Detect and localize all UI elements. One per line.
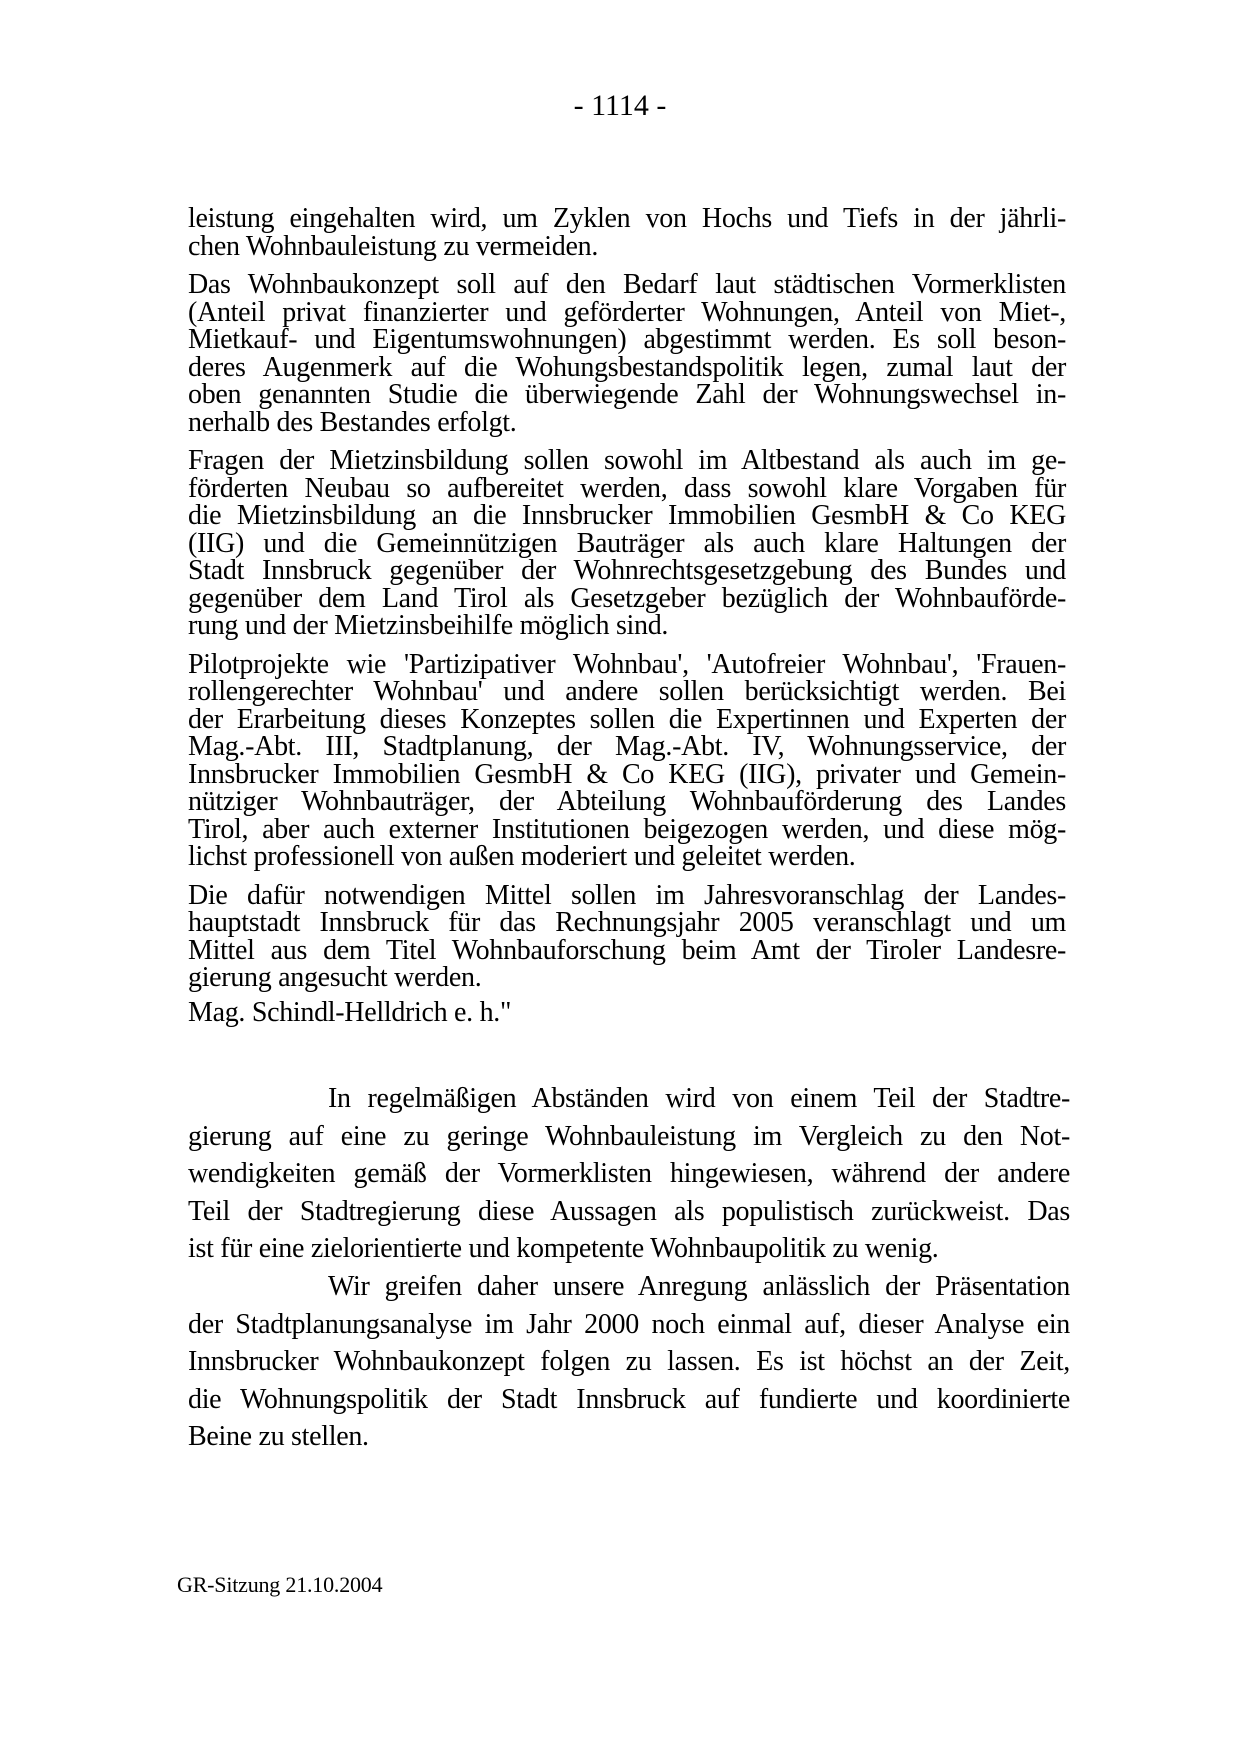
signature-line: Mag. Schindl-Helldrich e. h." [188,996,512,1028]
text-line: wendigkeiten gemäß der Vormerklisten hingewiesen, während der andere [188,1158,1070,1190]
text-line: Tirol, aber auch externer Institutionen beigezogen werden, und diese mög- [188,813,1066,845]
text-line: nerhalb des Bestandes erfolgt. [188,406,517,438]
paragraph [188,648,1066,872]
text-line: rollengerechter Wohnbau' und andere sollen berücksichtigt werden. Bei [188,676,1066,707]
text-line: Wir greifen daher unsere Anregung anlässlich der Präsentation [328,1270,1070,1302]
page-number: - 1114 - [573,89,667,122]
paragraph [188,205,1066,260]
text-line: chen Wohnbauleistung zu vermeiden. [188,230,599,262]
text-line: gegenüber dem Land Tirol als Gesetzgeber bezüglich der Wohnbauförde- [188,582,1066,614]
paragraph [188,447,1066,640]
paragraph [188,271,1066,436]
text-line: gierung angesucht werden. [188,962,482,993]
text-line: der Erarbeitung dieses Konzeptes sollen die Expertinnen und Experten der [188,703,1066,735]
text-line: Innsbrucker Wohnbaukonzept folgen zu lassen. Es ist höchst an der Zeit, [188,1346,1070,1378]
text-line: die Mietzinsbildung an die Innsbrucker Immobilien GesmbH & Co KEG [188,500,1066,531]
main-text [188,1080,1070,1456]
text-line: der Stadtplanungsanalyse im Jahr 2000 noch einmal auf, dieser Analyse ein [188,1308,1070,1340]
footer-session-label: GR-Sitzung 21.10.2004 [177,1572,383,1597]
text-line: Das Wohnbaukonzept soll auf den Bedarf laut städtischen Vormerklisten [188,269,1066,300]
text-line: Mietkauf- und Eigentumswohnungen) abgestimmt werden. Es soll beson- [188,324,1066,355]
text-line: nütziger Wohnbauträger, der Abteilung Wohnbauförderung des Landes [188,786,1066,817]
text-line: Mag.-Abt. III, Stadtplanung, der Mag.-Abt. IV, Wohnungsservice, der [188,731,1066,762]
text-line: Die dafür notwendigen Mittel sollen im Jahresvoranschlag der Landes- [188,879,1066,911]
text-line: oben genannten Studie die überwiegende Zahl der Wohnungswechsel in- [188,379,1066,410]
text-line: Beine zu stellen. [188,1421,369,1453]
paragraph [188,1268,1070,1456]
paragraph [188,879,1066,993]
text-line: förderten Neubau so aufbereitet werden, dass sowohl klare Vorgaben für [188,472,1066,504]
text-line: Mittel aus dem Titel Wohnbauforschung beim Amt der Tiroler Landesre- [188,934,1066,966]
text-line: leistung eingehalten wird, um Zyklen von Hochs und Tiefs in der jährli- [188,203,1066,234]
text-line: (Anteil privat finanzierter und geförderter Wohnungen, Anteil von Miet-, [188,296,1066,328]
text-line: ist für eine zielorientierte und kompetente Wohnbaupolitik zu wenig. [188,1233,939,1265]
text-line: Stadt Innsbruck gegenüber der Wohnrechtsgesetzgebung des Bundes und [188,555,1066,586]
text-line: Fragen der Mietzinsbildung sollen sowohl im Altbestand als auch im ge- [188,445,1066,476]
quoted-letter-text [188,205,1066,1026]
text-line: Teil der Stadtregierung diese Aussagen als populistisch zurückweist. Das [188,1195,1070,1227]
text-line: (IIG) und die Gemeinnützigen Bauträger als auch klare Haltungen der [188,527,1066,559]
text-line: rung und der Mietzinsbeihilfe möglich sind. [188,610,669,641]
text-line: deres Augenmerk auf die Wohungsbestandspolitik legen, zumal laut der [188,351,1066,383]
text-line: Pilotprojekte wie 'Partizipativer Wohnbau', 'Autofreier Wohnbau', 'Frauen- [188,648,1066,680]
text-line: gierung auf eine zu geringe Wohnbauleistung im Vergleich zu den Not- [188,1120,1070,1152]
text-line: lichst professionell von außen moderiert und geleitet werden. [188,841,856,872]
paragraph [188,1080,1070,1268]
text-line: die Wohnungspolitik der Stadt Innsbruck auf fundierte und koordinierte [188,1383,1070,1415]
text-line: hauptstadt Innsbruck für das Rechnungsjahr 2005 veranschlagt und um [188,907,1066,938]
text-line: Innsbrucker Immobilien GesmbH & Co KEG (IIG), privater und Gemein- [188,758,1066,790]
text-line: In regelmäßigen Abständen wird von einem Teil der Stadtre- [328,1083,1070,1114]
